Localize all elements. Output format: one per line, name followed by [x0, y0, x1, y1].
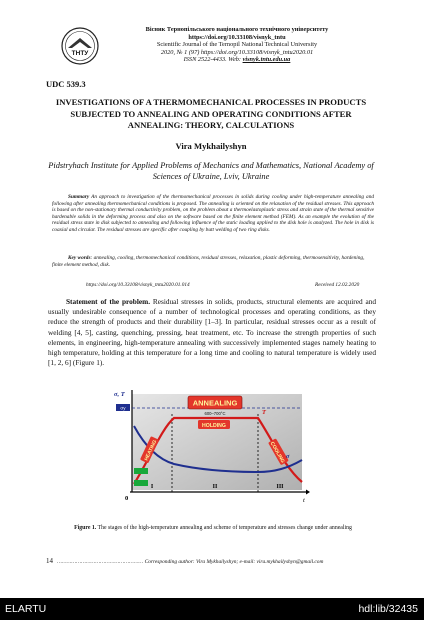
summary-paragraph: [52, 194, 374, 234]
stage-2-label: II: [212, 484, 218, 490]
sigma-t-label: σ, T: [114, 391, 125, 398]
journal-info: [112, 26, 362, 64]
journal-title-en: Scientific Journal of the Ternopil National Technical University: [156, 41, 318, 49]
yield-label: σy: [120, 405, 126, 411]
caption-label: Figure 1.: [74, 525, 97, 531]
keywords-label: Key words: [68, 255, 91, 261]
footer-dots: ………………………………………………: [57, 559, 144, 565]
repository-bar: [0, 598, 424, 620]
summary-text: An approach to investigation of the thermomechanical processes in solids during cooling under high-temperature annealing and following after annealing thermomechanical conditions is proposed. The annealing is oriented on the relaxation of the residual stresses. This approach is based on the non-stationary thermal conductivity problem, on the problem about a thermoelastoplastic stress and strain state of the thermal sensitive hardenable solids in the deforming process and also on the software based on the finite element method (FEM). As an example the evolution of the residual stress state in disk subjected to annealing and following influence of the static loading applied to the disk hole is analyzed. The hole in disk is coaxial and circular. The residual stresses are specific after coupling by butt welding of two ring disks.: [52, 194, 374, 233]
journal-web-link[interactable]: visnyk.tntu.edu.ua: [242, 56, 291, 64]
annealing-label: ANNEALING: [192, 398, 238, 408]
holding-label: HOLDING: [202, 423, 226, 429]
issn-text: ISSN 2522-4433. Web:: [183, 56, 243, 64]
caption-text: The stages of the high-temperature annealing and scheme of temperature and stresses change under annealing: [96, 525, 352, 531]
x-axis-arrow: [306, 490, 310, 495]
green-tag-2: [134, 480, 148, 486]
handle-id[interactable]: hdl:lib/32435: [358, 603, 418, 615]
statement-text: Residual stresses in solids, products, structural elements are acquired and usually undesirable consequence of a number of technological processes and operating conditions, as they reduce the strength of products and their durability [1–3]. In particular, residual stresses occur as a result of welding [4, 5], casting, quenching, pressing, heat treatment, etc. To increase the strength properties of such elements, in engineering, high-temperature annealing with successively implemented stages namely heating to high temperature, holding at this temperature for a long time and cooling to natural temperature is widely used [1, 2, 6] (Figure 1).: [48, 297, 377, 368]
udc-code: UDC 539.3: [46, 79, 86, 89]
sigma-curve-label: σ: [286, 453, 290, 460]
journal-issn: [112, 56, 362, 64]
origin-label: 0: [125, 495, 129, 502]
page-footer: [46, 557, 376, 565]
journal-header: [60, 26, 392, 68]
keywords-paragraph: [52, 255, 374, 268]
cooling-label: COOLING: [268, 440, 286, 465]
stage-3-label: III: [276, 484, 284, 490]
article-doi[interactable]: https://doi.org/10.33108/visnyk_tntu2020.01.014: [86, 282, 190, 288]
logo-text: ТНТУ: [71, 50, 89, 57]
stage-1-label: I: [150, 484, 154, 490]
green-tag-1: [134, 468, 148, 474]
heating-label: HEATING: [143, 439, 159, 462]
summary-label: Summary: [68, 194, 90, 200]
journal-doi[interactable]: https://doi.org/10.33108/visnyk_tntu: [188, 33, 286, 41]
journal-issue: 2020, № 1 (97) https://doi.org/10.33108/visnyk_tntu2020.01: [160, 48, 314, 56]
author-name: Vira Mykhailyshyn: [175, 141, 247, 151]
paper-title: INVESTIGATIONS OF A THERMOMECHANICAL PROCESSES IN PRODUCTS SUBJECTED TO ANNEALING AND OPERATING CONDITIONS AFTER ANNEALING: THEORY, CALCULATIONS: [55, 97, 367, 131]
annealing-temp-label: 600–700°C: [204, 411, 226, 416]
received-date: Received 12.02.2020: [315, 282, 360, 288]
corresponding-author: Corresponding author: Vira Mykhailyshyn; e-mail: vira.mykhailyshyn@gmail.com: [143, 559, 324, 565]
journal-logo: [60, 26, 100, 66]
author-affiliation: Pidstryhach Institute for Applied Problems of Mechanics and Mathematics, National Academy of Sciences of Ukraine, Lviv, Ukraine: [48, 161, 374, 181]
repository-name[interactable]: ELARTU: [5, 603, 47, 615]
journal-title-ua: Вісник Тернопільського національного технічного університету: [145, 26, 329, 33]
statement-paragraph: [48, 297, 376, 368]
page-number: 14: [46, 557, 53, 565]
figure-caption: [60, 524, 366, 532]
keywords-text: : annealing, cooling, thermomechanical conditions, residual stresses, relaxation, plastic deforming, thermosensitivity, hardening, finite element method, disk.: [52, 255, 365, 268]
x-axis-label: t: [303, 497, 305, 504]
t-curve-label: T: [262, 409, 266, 416]
annealing-figure: [110, 388, 310, 508]
statement-label: Statement of the problem.: [66, 297, 151, 306]
